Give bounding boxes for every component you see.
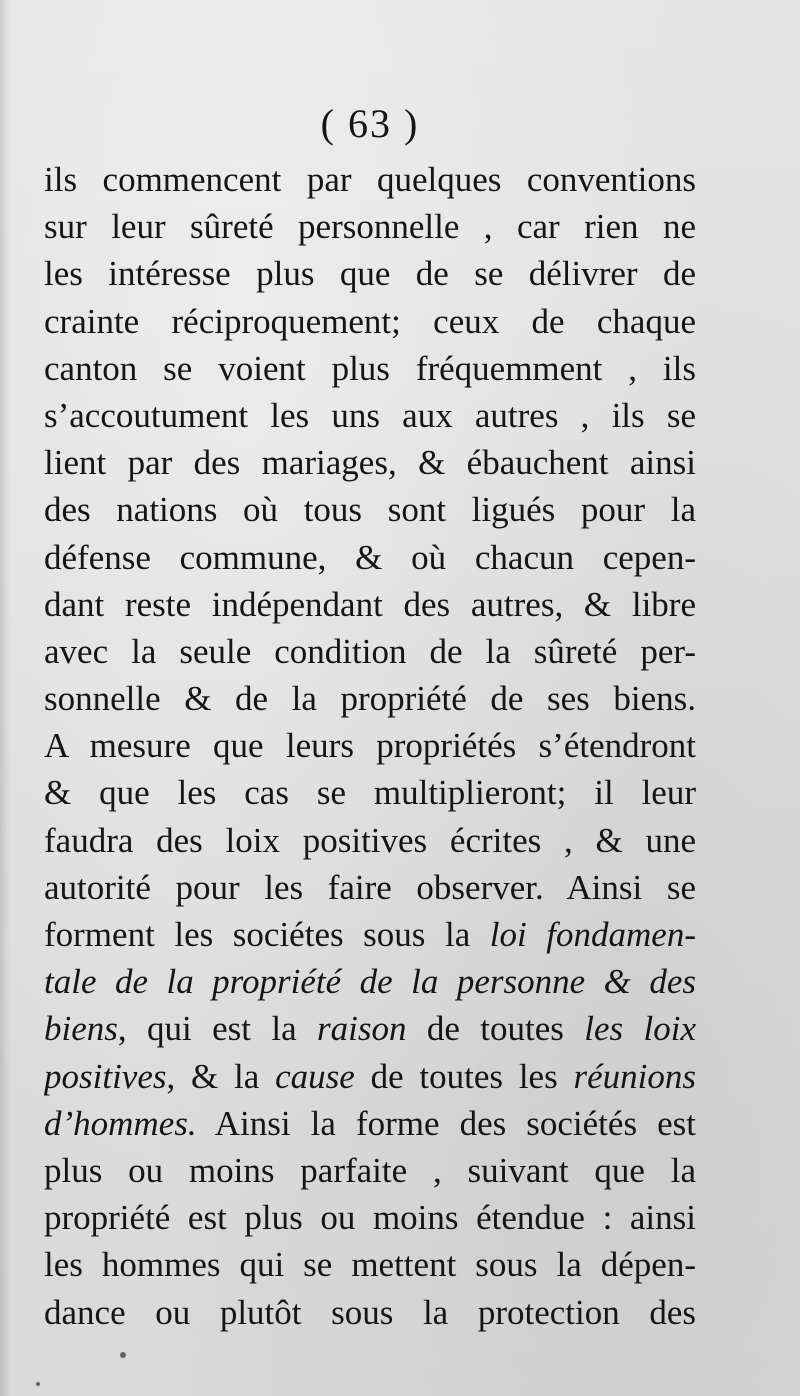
text-run: faudra des loix positives écrites , & une bbox=[44, 820, 696, 860]
ink-speck bbox=[36, 1382, 40, 1386]
text-line bbox=[44, 1005, 696, 1052]
text-line bbox=[44, 156, 696, 203]
text-line bbox=[44, 817, 696, 864]
text-run: avec la seule condition de la sûreté per- bbox=[44, 631, 696, 671]
text-line bbox=[44, 911, 696, 958]
page-number: ( 63 ) bbox=[320, 101, 420, 146]
text-line bbox=[44, 722, 696, 769]
text-line bbox=[44, 534, 696, 581]
text-run: les hommes qui se mettent sous la dépen- bbox=[44, 1245, 696, 1285]
text-line bbox=[44, 1289, 696, 1336]
text-line bbox=[44, 769, 696, 816]
text-line bbox=[44, 345, 696, 392]
text-run: A mesure que leurs propriétés s’étendront bbox=[44, 726, 696, 766]
text-line bbox=[44, 486, 696, 533]
italic-text: positives bbox=[44, 1056, 167, 1096]
text-run: de toutes les bbox=[354, 1056, 574, 1096]
text-run: Ainsi la forme des sociétés est bbox=[196, 1103, 696, 1143]
text-line bbox=[44, 1147, 696, 1194]
italic-text: les loix bbox=[584, 1009, 696, 1049]
text-line bbox=[44, 958, 696, 1005]
text-line bbox=[44, 439, 696, 486]
italic-text: tale de la propriété de la personne & des bbox=[44, 962, 696, 1002]
text-line bbox=[44, 1241, 696, 1288]
text-run: & que les cas se multiplieront; il leur bbox=[44, 773, 696, 813]
text-run: propriété est plus ou moins étendue : ainsi bbox=[44, 1198, 696, 1238]
text-line bbox=[44, 1100, 696, 1147]
italic-text: d’hommes. bbox=[44, 1103, 197, 1143]
text-run: défense commune, & où chacun cepen- bbox=[44, 537, 696, 577]
text-run: forment les sociétes sous la bbox=[44, 915, 490, 954]
text-line bbox=[44, 675, 696, 722]
italic-text: loi fondamen- bbox=[489, 915, 696, 954]
text-line bbox=[44, 392, 696, 439]
italic-text: biens bbox=[44, 1009, 118, 1049]
text-run: , & la bbox=[166, 1056, 276, 1096]
text-line bbox=[44, 298, 696, 345]
text-run: dant reste indépendant des autres, & libre bbox=[44, 584, 696, 624]
ink-speck bbox=[120, 1352, 126, 1358]
text-run: ils commencent par quelques conventions bbox=[44, 160, 696, 199]
body-text bbox=[44, 156, 696, 1336]
text-line bbox=[44, 203, 696, 250]
text-line bbox=[44, 864, 696, 911]
text-line bbox=[44, 628, 696, 675]
text-run: les intéresse plus que de se délivrer de bbox=[44, 254, 696, 294]
italic-text: raison bbox=[317, 1009, 407, 1049]
text-run: des nations où tous sont ligués pour la bbox=[44, 490, 696, 530]
text-run: plus ou moins parfaite , suivant que la bbox=[44, 1150, 696, 1190]
text-run: autorité pour les faire observer. Ainsi se bbox=[44, 867, 696, 907]
text-run: dance ou plutôt sous la protection des bbox=[44, 1292, 696, 1332]
text-line bbox=[44, 1053, 696, 1100]
text-run: lient par des mariages, & ébauchent ainsi bbox=[44, 443, 696, 483]
text-line bbox=[44, 1194, 696, 1241]
text-run: canton se voient plus fréquemment , ils bbox=[44, 348, 696, 388]
text-run: s’accoutument les uns aux autres , ils se bbox=[44, 395, 696, 435]
text-run: , qui est la bbox=[117, 1009, 318, 1049]
text-run: sur leur sûreté personnelle , car rien ne bbox=[44, 207, 696, 247]
italic-text: réunions bbox=[573, 1056, 696, 1096]
text-run: de toutes bbox=[406, 1009, 585, 1049]
italic-text: cause bbox=[275, 1056, 355, 1096]
text-run: crainte réciproquement; ceux de chaque bbox=[44, 301, 696, 341]
text-line bbox=[44, 250, 696, 297]
text-line bbox=[44, 581, 696, 628]
text-run: sonnelle & de la propriété de ses biens. bbox=[44, 679, 696, 719]
